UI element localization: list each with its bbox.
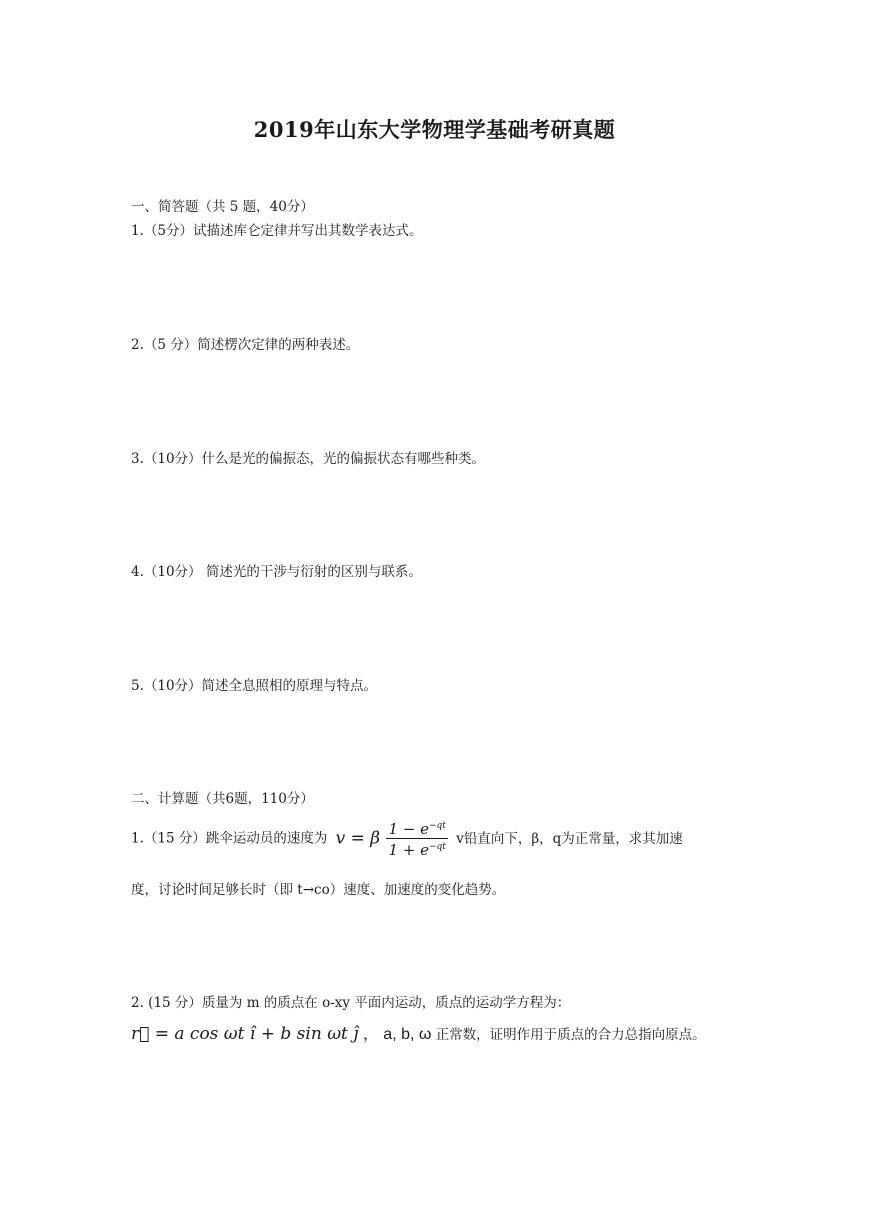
question-5: 5.（10分）简述全息照相的原理与特点。 bbox=[131, 678, 378, 694]
velocity-formula-lhs: v = β bbox=[335, 828, 381, 849]
calc-q1-suffix: v铅直向下，β，q为正常量，求其加速 bbox=[456, 830, 683, 847]
exponent-denominator: −qt bbox=[428, 842, 446, 852]
motion-equation: r⃗ = a cos ωt î + b sin ωt ĵ bbox=[131, 1024, 359, 1044]
calc-question-1-line-1 bbox=[131, 818, 683, 859]
question-1: 1.（5分）试描述库仑定律并写出其数学表达式。 bbox=[131, 223, 423, 239]
calc-question-2-line-2 bbox=[131, 1020, 706, 1049]
section-heading-calculation: 二、计算题（共6题，110分） bbox=[131, 791, 314, 807]
constants-list: ， a, b, ω bbox=[362, 1026, 432, 1043]
question-3: 3.（10分）什么是光的偏振态，光的偏振状态有哪些种类。 bbox=[131, 451, 486, 467]
question-4: 4.（10分） 简述光的干涉与衍射的区别与联系。 bbox=[131, 564, 422, 580]
velocity-formula bbox=[336, 818, 450, 859]
exponent-numerator: −qt bbox=[428, 821, 446, 831]
fraction-denominator: $1 + e^{-qt}$ bbox=[388, 841, 446, 859]
calc-question-1-line-2: 度，讨论时间足够长时（即 t→co）速度、加速度的变化趋势。 bbox=[131, 882, 506, 898]
fraction-numerator: $1 - e^{-qt}$ bbox=[388, 820, 446, 838]
calc-q1-prefix: 1.（15 分）跳伞运动员的速度为 bbox=[131, 830, 328, 847]
question-2: 2.（5 分）简述楞次定律的两种表述。 bbox=[131, 337, 360, 353]
section-heading-short-answer: 一、简答题（共 5 题，40分） bbox=[131, 199, 314, 215]
calc-question-2-line-1: 2. (15 分）质量为 m 的质点在 o-xy 平面内运动，质点的运动学方程为： bbox=[131, 995, 571, 1011]
calc-q2-suffix: 正常数，证明作用于质点的合力总指向原点。 bbox=[435, 1027, 706, 1043]
velocity-fraction bbox=[386, 818, 447, 859]
page-title: 2019年山东大学物理学基础考研真题 bbox=[253, 117, 616, 142]
